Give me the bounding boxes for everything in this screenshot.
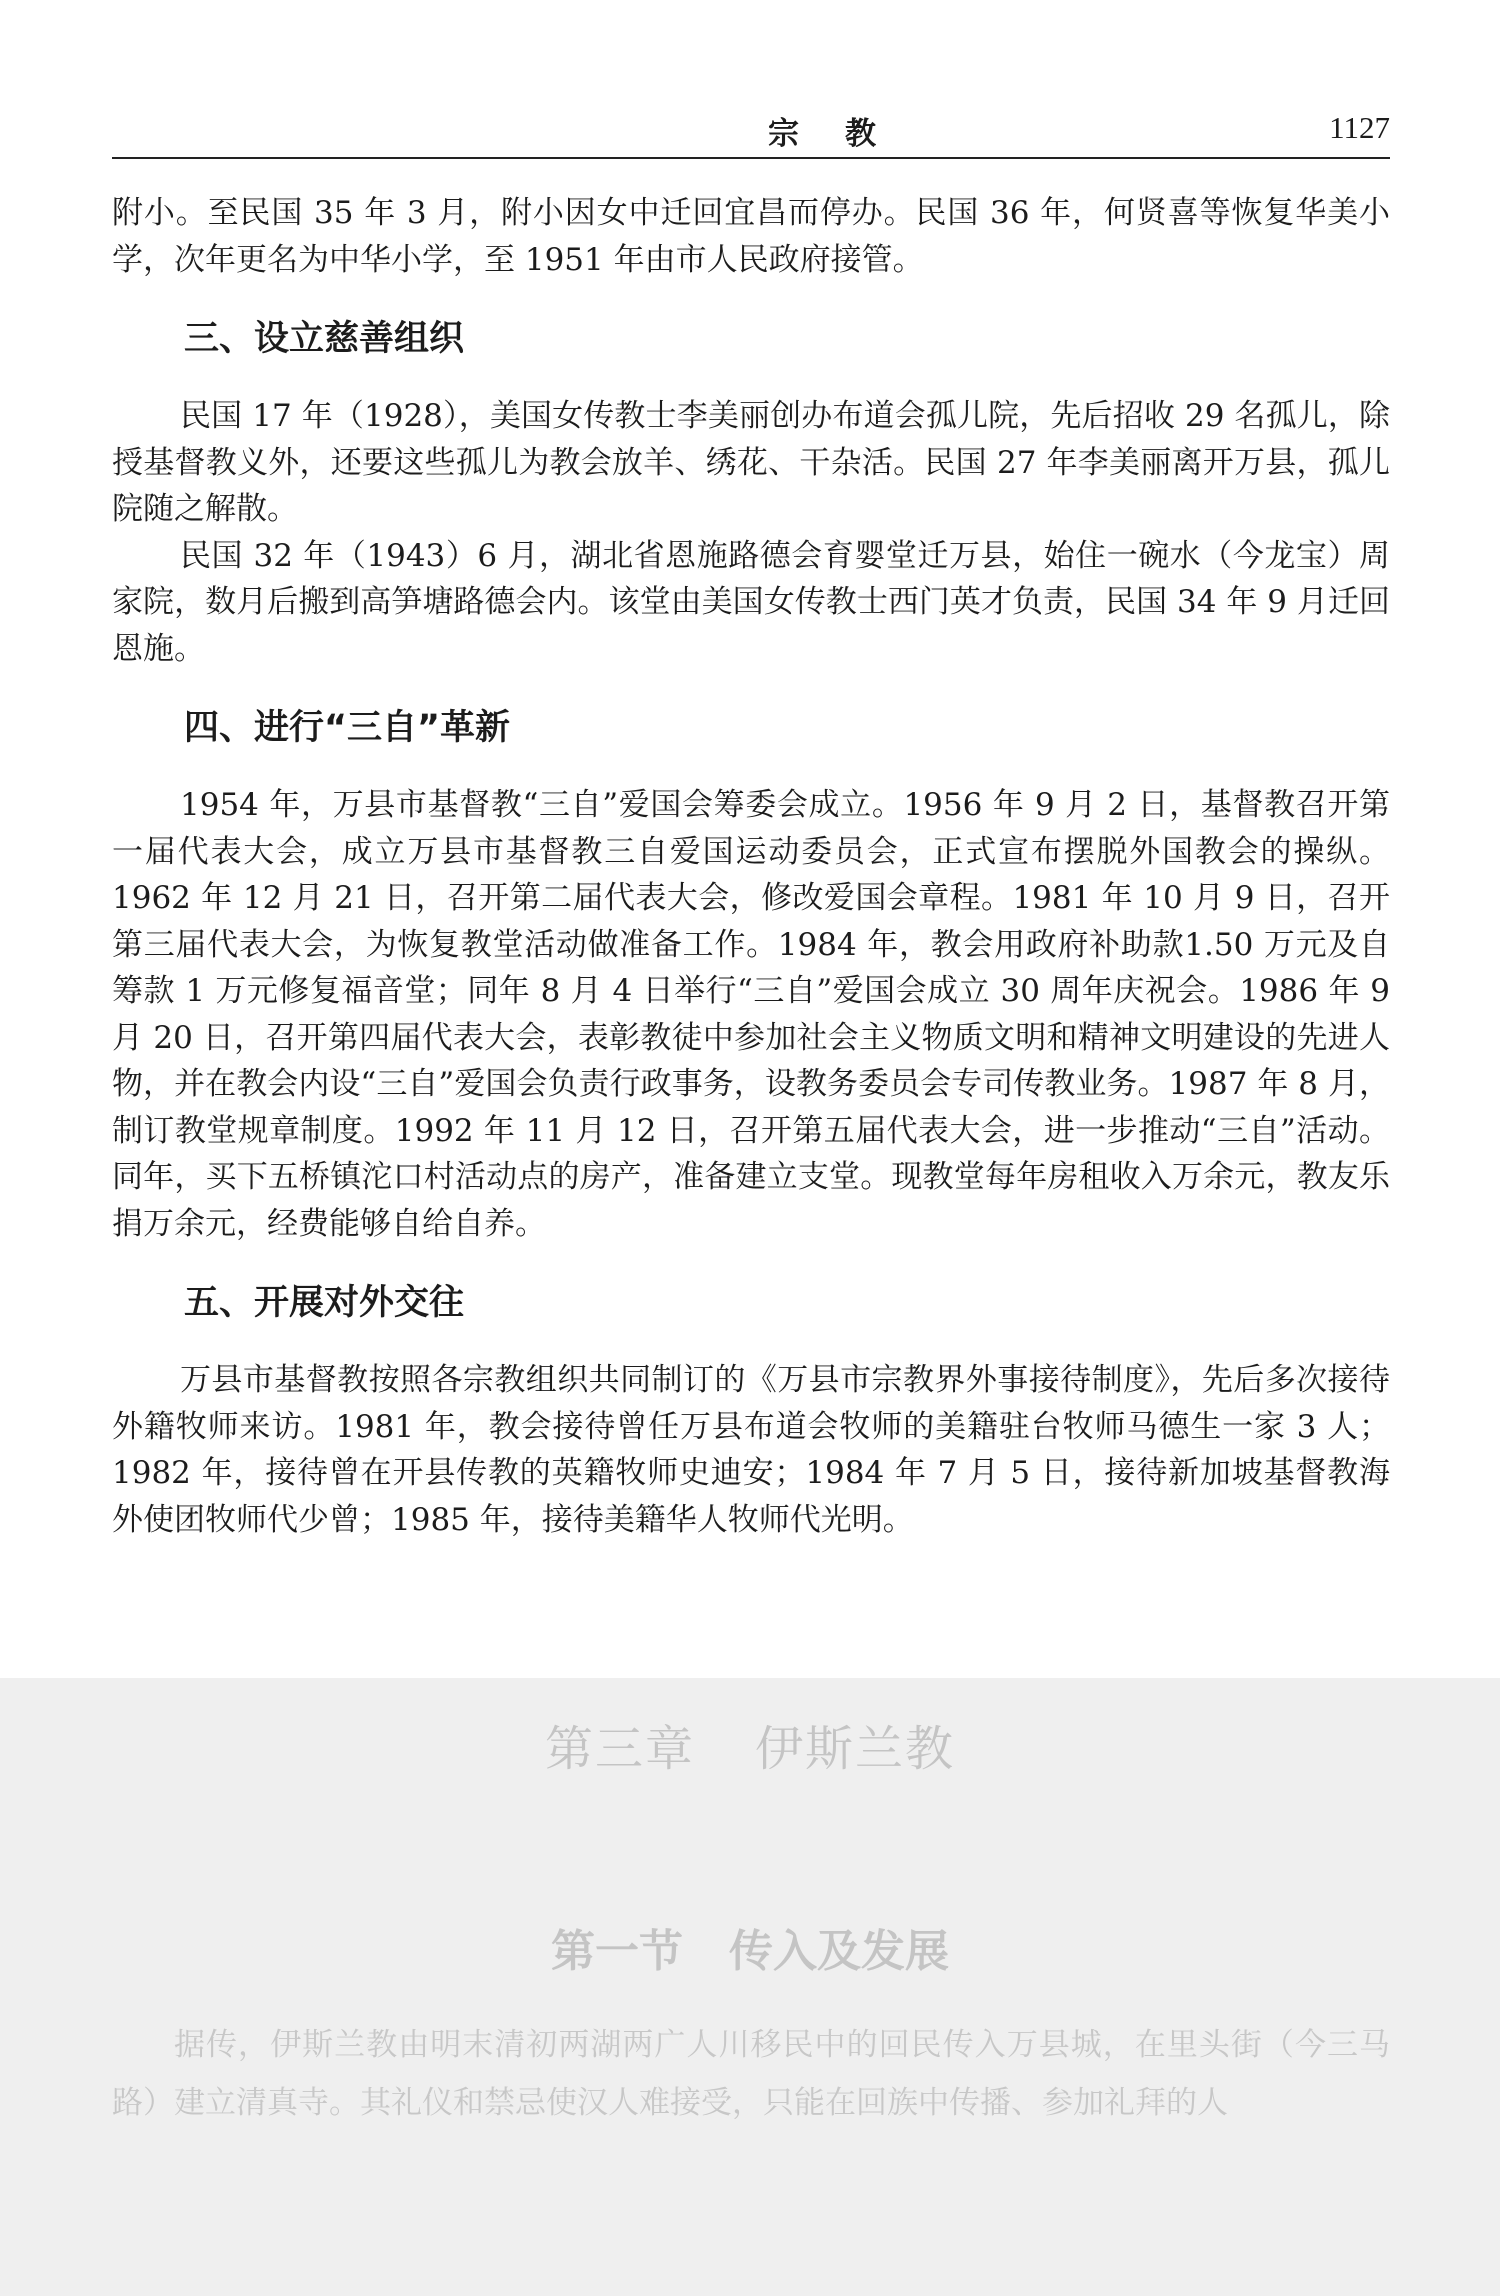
chapter-number: 第三章 (544, 1721, 695, 1777)
chapter-name: 伊斯兰教 (755, 1721, 956, 1777)
header-title: 宗教 (768, 116, 922, 152)
body-text (112, 190, 1390, 1543)
section-title (0, 1915, 1500, 1979)
paragraph-orphanage: 民国 17 年（1928），美国女传教士李美丽创办布道会孤儿院，先后招收 29 名孤儿，除授基督教义外，还要这些孤儿为教会放羊、绣花、干杂活。民国 27 年李美丽离开万县，孤儿院随之解散。 (112, 398, 1390, 527)
section-heading-charity: 三、设立慈善组织 (184, 319, 465, 359)
paragraph-foreign-exchange: 万县市基督教按照各宗教组织共同制订的《万县市宗教界外事接待制度》，先后多次接待外籍牧师来访。1981 年，教会接待曾任万县布道会牧师的美籍驻台牧师马德生一家 3 人；1982 年，接待曾在开县传教的英籍牧师史迪安；1984 年 7 月 5 日，接待新加坡基督教海外使团牧师代少曾；1985 年，接待美籍华人牧师代光明。 (112, 1362, 1390, 1538)
section-heading-three-self: 四、进行“三自”革新 (184, 708, 511, 748)
paragraph-three-self: 1954 年，万县市基督教“三自”爱国会筹委会成立。1956 年 9 月 2 日，基督教召开第一届代表大会，成立万县市基督教三自爱国运动委员会，正式宣布摆脱外国教会的操纵。1962 年 12 月 21 日，召开第二届代表大会，修改爱国会章程。1981 年 10 月 9 日，召开第三届代表大会，为恢复教堂活动做准备工作。1984 年，教会用政府补助款1.50 万元及自筹款 1 万元修复福音堂；同年 8 月 4 日举行“三自”爱国会成立 30 周年庆祝会。1986 年 9 月 20 日，召开第四届代表大会，表彰教徒中参加社会主义物质文明和精神文明建设的先进人物，并在教会内设“三自”爱国会负责行政事务，设教务委员会专司传教业务。1987 年 8 月，制订教堂规章制度。1992 年 11 月 12 日，召开第五届代表大会，进一步推动“三自”活动。同年，买下五桥镇沱口村活动点的房产，准备建立支堂。现教堂每年房租收入万余元，教友乐捐万余元，经费能够自给自养。 (112, 787, 1390, 1242)
section-heading-foreign-exchange: 五、开展对外交往 (184, 1283, 465, 1323)
running-header (112, 108, 1390, 158)
chapter-title (0, 1710, 1500, 1779)
paragraph-nursery: 民国 32 年（1943）6 月，湖北省恩施路德会育婴堂迁万县，始住一碗水（今龙宝）周家院，数月后搬到高笋塘路德会内。该堂由美国女传教士西门英才负责，民国 34 年 9 月迁回恩施。 (112, 537, 1390, 667)
intro-paragraph: 附小。至民国 35 年 3 月，附小因女中迁回宜昌而停办。民国 36 年，何贤喜等恢复华美小学，次年更名为中华小学，至 1951 年由市人民政府接管。 (112, 195, 1390, 278)
header-divider (112, 157, 1390, 159)
page-number: 1127 (1329, 110, 1390, 145)
section-number: 第一节 (551, 1926, 683, 1977)
section-name: 传入及发展 (729, 1926, 949, 1977)
faded-paragraph: 据传，伊斯兰教由明末清初两湖两广人川移民中的回民传入万县城，在里头街（今三马路）建立清真寺。其礼仪和禁忌使汉人难接受，只能在回族中传播、参加礼拜的人 (112, 2027, 1390, 2121)
